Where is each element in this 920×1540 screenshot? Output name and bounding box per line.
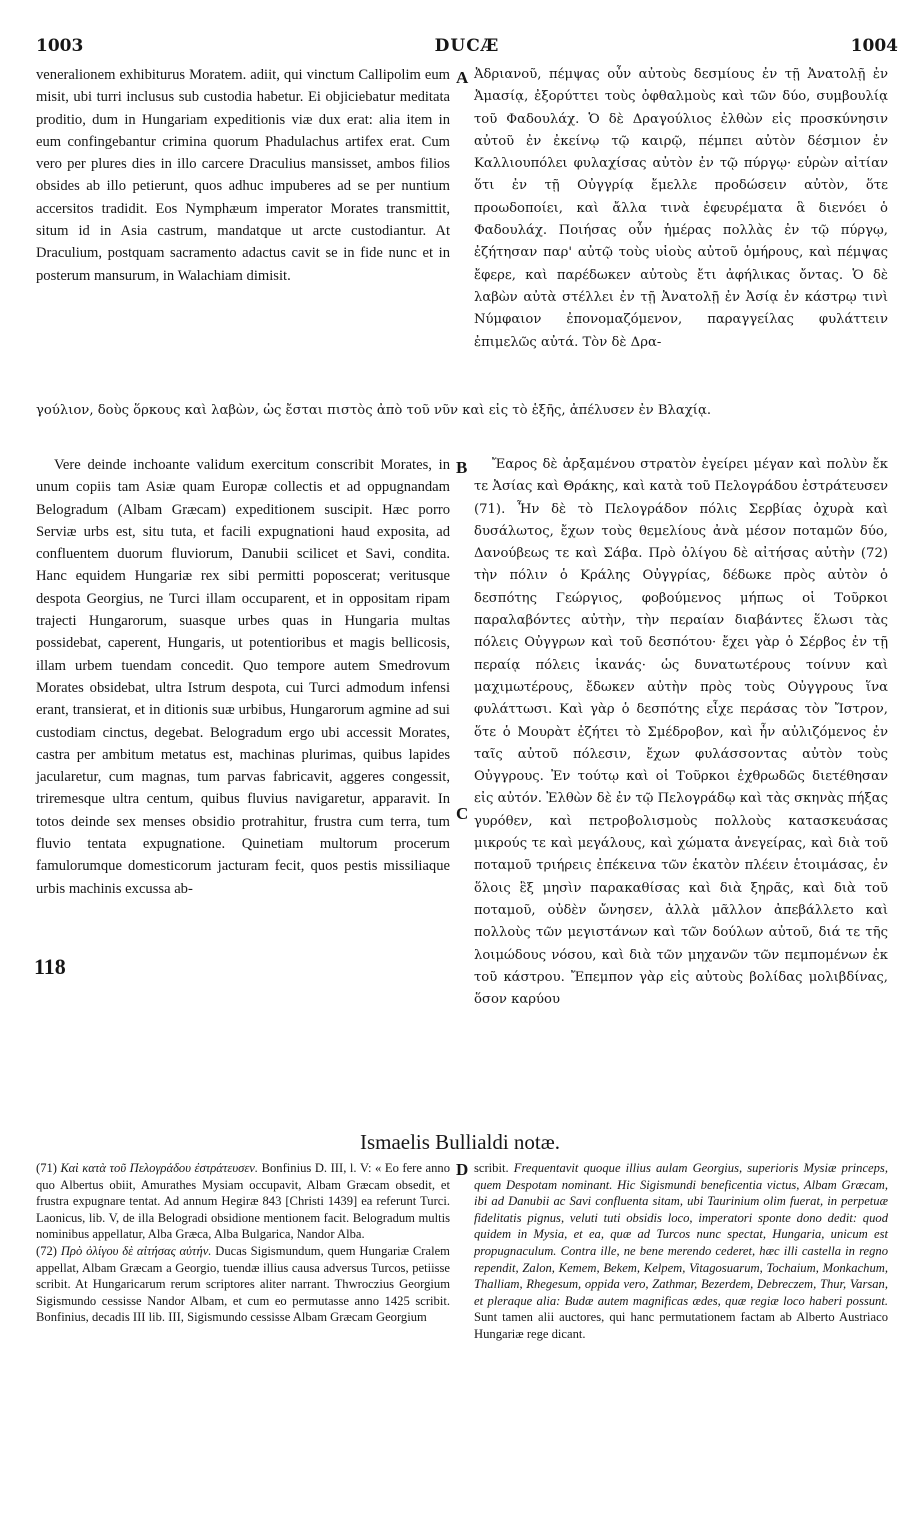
latin-paragraph-2: Vere deinde inchoante validum exercitum conscribit Morates, in unum copiis tam Asiæ quam Europæ collectis et ad oppugnandam Belogradum (Albam Græcam) expeditionem suscipit. Hæc porro Serviæ urbs est, situ tuta, et facili expugnationi haud exposita, ad confluentem duorum fluviorum, Danubii scilicet et Savi, condita. Hanc equidem Hungariæ rex sibi permitti poposcerat; veritusque despota Georgius, ne Turci illam occuparent, et in oppositam ripam trajecti Hungarorum, suasque urbes quas in Hungaria multas possidebat, caperent, Hungaris, ut potentioribus et magis bellicosis, illam urbem tuendam concedit. Quo tempore autem Smedrovum Morates obsidebat, ultra Istrum despota, cui Turci admodum infensi erant, transierat, et in ditionis suæ urbibus, Hungarorum agmine ad sui custodiam cinctus, degebat. Belogradum ergo ubi accessit Morates, castra per ambitum metatus est, machinas plurimas, quibus lapides jacularetur, cum magnas, tum parvas fabricavit, aggeres congessit, triremesque ultra centum, quibus fluvius navigaretur, apparavit. In totos deinde sex menses obsidio protrahitur, frustra cum terra, tum fluvio tentata expugnatione. Quinetiam multorum procerum famulorumque domesticorum jacturam fecit, quos pestis missiliaque urbis machinis excussa ab-	[36, 457, 450, 897]
notes-left-column	[36, 1160, 450, 1326]
note-72-lemma: Πρὸ ὀλίγου δὲ αἰτήσας αὐτήν.	[60, 1243, 212, 1258]
section-letter-a: A	[456, 68, 469, 87]
margin-number: 118	[34, 954, 66, 979]
running-title: DUCÆ	[434, 36, 500, 56]
note-71	[36, 1160, 450, 1243]
greek-paragraph-2: Ἔαρος δὲ ἀρξαμένου στρατὸν ἐγείρει μέγαν καὶ πολὺν ἔκ τε Ἀσίας καὶ Θράκης, καὶ κατὰ τοῦ Πελογράδου ἐστράτευσεν (71). Ἦν δὲ τὸ Πελογράδον πόλις Σερβίας ὀχυρὰ καὶ δυσάλωτος, ἔχων τοὺς θεμελίους ἀνὰ μέσον ποταμῶν δύο, Δανούβεως τε καὶ Σάβα. Πρὸ ὀλίγου δὲ αἰτήσας αὐτὴν (72) τὴν πόλιν ὁ Κράλης Οὐγγρίας, δέδωκε πρὸς αὐτὸν ὁ δεσπότης Γεώργιος, φοβούμενος μήπως οἱ Τοῦρκοι παραλαβόντες αὐτὴν, τὴν περαίαν διαβάντες ἕλωσι τὰς πόλεις Οὐγγρων καὶ τοῦ δεσπότου· ἔχει γὰρ ὁ Σέρβος ἐν τῇ περαίᾳ πόλεις ἱκανάς· ὡς δυνατωτέρους τοίνυν καὶ μαχιμωτέρους, ἔδωκεν αὐτὴν πρὸς τοὺς Οὐγγρους ἵνα φυλάττωσι. Καὶ γὰρ ὁ δεσπότης εἶχε περάσας τὸν Ἴστρον, ὅτε ὁ Μουρὰτ ἐζήτει τὸ Σμέδροβον, καὶ ἦν αὐλιζόμενος ἐν ταῖς αὐτοῦ πόλεσιν, ἔχων φυλάσσοντας αὐτὸν τοὺς Οὐγγρους. Ἐν τούτῳ καὶ οἱ Τοῦρκοι ἐχθρωδῶς διετέθησαν εἰς αὐτόν. Ἐλθὼν δὲ ἐν τῷ Πελογράδῳ καὶ τὰς σκηνὰς πήξας γυρόθεν, καὶ πετροβολισμοὺς πολλοὺς κατασκευάσας μικρούς τε καὶ μεγάλους, καὶ χώματα ἀνεγείρας, καὶ διὰ τοῦ ποταμοῦ τριήρεις ἐπέκεινα τῶν ἑκατὸν πλέειν ἑτοιμάσας, ἐν ὅλοις ἓξ μησὶν παρακαθίσας καὶ διὰ ξηρᾶς, καὶ διὰ τοῦ ποταμοῦ, οὐδὲν ὤνησεν, ἀλλὰ μᾶλλον ἀπεβάλλετο καὶ πολλοὺς τῶν μεγιστάνων καὶ τῶν δούλων αὐτοῦ, διά τε τῆς λοιμώδους νόσου, καὶ διὰ τῶν μηχανῶν τῶν πεμπομένων ἐκ τοῦ κάστρου. Ἔπεμπον γὰρ εἰς αὐτοὺς βολίδας μολιβδίνας, ὅσον καρύου	[474, 457, 888, 1008]
note-71-text: Bonfinius D. III, l. V: « Eo fere anno quo Albertus obiit, Amurathes Mysiam occupavit, Albam Græcam obsedit, et frustra expugnare tentat. Ad annum Hegiræ 843 [Christi 1439] ea referunt Turci. Laonicus, lib. V, de illa Belogradi obsidione mentionem facit. Belogradum multis nominibus appellatur, Alba Græca, Alba Bulgarica, Nandor Alba.	[36, 1161, 450, 1242]
greek-column-2	[474, 454, 888, 1011]
note-72-text: Ducas Sigismundum, quem Hungariæ Cralem appellat, Albam Græcam a Georgio, tuendæ illius causa adversus Turcos, petiisse scribit. At Hungaricarum rerum scriptores aliter narrant. Thwroczius Georgium Sigismundo cessisse Nandor Albam, et cum eo permutasse anno 1425 scribit. Bonfinius, decadis III lib. III, Sigismundo cessisse Albam Græcam Georgium	[36, 1243, 450, 1325]
note-72-continuation	[474, 1160, 888, 1343]
section-letter-d: D	[456, 1160, 469, 1179]
greek-continuation: γούλιον, δοὺς ὅρκους καὶ λαβὼν, ὡς ἔσται πιστὸς ἀπὸ τοῦ νῦν καὶ εἰς τὸ ἑξῆς, ἀπέλυσεν ἐν Βλαχίᾳ.	[36, 403, 712, 418]
latin-column-1	[36, 64, 450, 287]
page-header	[36, 36, 898, 60]
right-page-number: 1004	[850, 36, 898, 56]
note-right-start: scribit.	[474, 1161, 509, 1175]
section-letter-c: C	[456, 804, 469, 823]
left-page-number: 1003	[36, 36, 84, 56]
section-letter-b: B	[456, 458, 468, 477]
note-71-lemma: Καὶ κατὰ τοῦ Πελογράδου ἐστράτευσεν.	[60, 1161, 259, 1175]
note-right-end: Sunt tamen alii auctores, qui hanc permutationem factam ab Alberto Austriaco Hungariæ rege dicant.	[474, 1310, 888, 1341]
note-72-ref: (72)	[36, 1243, 57, 1258]
note-71-ref: (71)	[36, 1161, 57, 1175]
latin-paragraph-1: veneralionem exhibiturus Moratem. adiit, qui vinctum Callipolim eum misit, ubi turri inclusus sub custodia habetur. Ei objiciebatur meditata proditio, dum in Hungariam expeditionis viæ dux erat: alia item in eum confingebantur crimina quorum Phadulachus artifex erat. Cum vero per plures dies in illo carcere Draculius mansisset, ambos filios obsides ab illo petierunt, quos adhuc impuberes ad se per nuntium accersitos tradidit. Eos Nymphæum imperator Morates transmittit, situm id in Asia castrum, mandatque ut arcte custodiantur. At Draculium, postquam sacramento adactus cavit se in fide nunc et in posterum mansurum, in Walachiam dimisit.	[36, 67, 450, 284]
latin-column-2	[36, 454, 450, 900]
greek-column-1	[474, 64, 888, 354]
greek-paragraph-1: Ἀδριανοῦ, πέμψας οὖν αὐτοὺς δεσμίους ἐν τῇ Ἀνατολῇ ἐν Ἀμασίᾳ, ἐξορύττει τοὺς ὀφθαλμοὺς καὶ τῶν δύο, συμβουλίᾳ τοῦ Φαδουλάχ. Ὁ δὲ Δραγούλιος ἐλθὼν εἰς προσκύνησιν αὐτοῦ ἐν ἐκείνῳ τῷ καιρῷ, πέμπει αὐτὸν δέσμιον ἐν Καλλιουπόλει φυλαχίσας αὐτὸν ἐν τῷ πύργῳ· εὑρὼν αἰτίαν ὅτι ἐν τῇ Οὐγγρίᾳ ἔμελλε προδώσειν αὐτὸν, ὅτε προωδοποίει, καὶ ἄλλα τινὰ ἐφευρέματα ἃ διενόει ὁ Φαδουλάχ. Ποιήσας οὖν ἡμέρας πολλὰς ἐν τῷ πύργῳ, ἐζήτησαν παρ' αὐτῷ τοὺς υἱοὺς αὐτοῦ ὁμήρους, καὶ πέμψας ἔφερε, καὶ παρέδωκεν αὐτοὺς ἔτι ἀφήλικας ὄντας. Ὁ δὲ λαβὼν αὐτὰ στέλλει ἐν τῇ Ἀνατολῇ ἐν Ἀσίᾳ ἐν κάστρῳ τινὶ Νύμφαιον ἐπονομαζόμενον, παραγγείλας φυλάττειν ἐπιμελῶς αὐτά. Τὸν δὲ Δρα-	[474, 67, 888, 350]
note-72	[36, 1243, 450, 1326]
notes-title: Ismaelis Bullialdi notæ.	[359, 1130, 561, 1154]
note-right-quotation: Frequentavit quoque illius aulam Georgius, superioris Mysiæ princeps, quem Despotam nominant. Hic Sigismundi beneficentia victus, Albam Græcam, ibi ad Danubii ac Savi confluenta sitam, ubi Taurinium olim fuerat, in perpetuæ fidelitatis pignus, veluti tuti obsidis loco, imperatori sponte dono dedit: quod quidem in Mysia, et ea, quæ ad Turcos nunc spectat, Hungaria, unicum est propugnaculum. Contra ille, ne bene merendo cederet, hæc illi castella in regno rependit, Zalon, Kemem, Bekem, Kelpem, Vitagosuarum, Tochaium, Monkachum, Thalliam, Rhegesum, oppida vero, Zathmar, Bezerdem, Debreczem, Thur, Varsan, et pleraque alia: Budæ autem magnificas ædes, quæ regiæ loco haberi possunt.	[474, 1161, 888, 1308]
notes-right-column	[474, 1160, 888, 1343]
greek-full-width-line	[36, 400, 888, 422]
